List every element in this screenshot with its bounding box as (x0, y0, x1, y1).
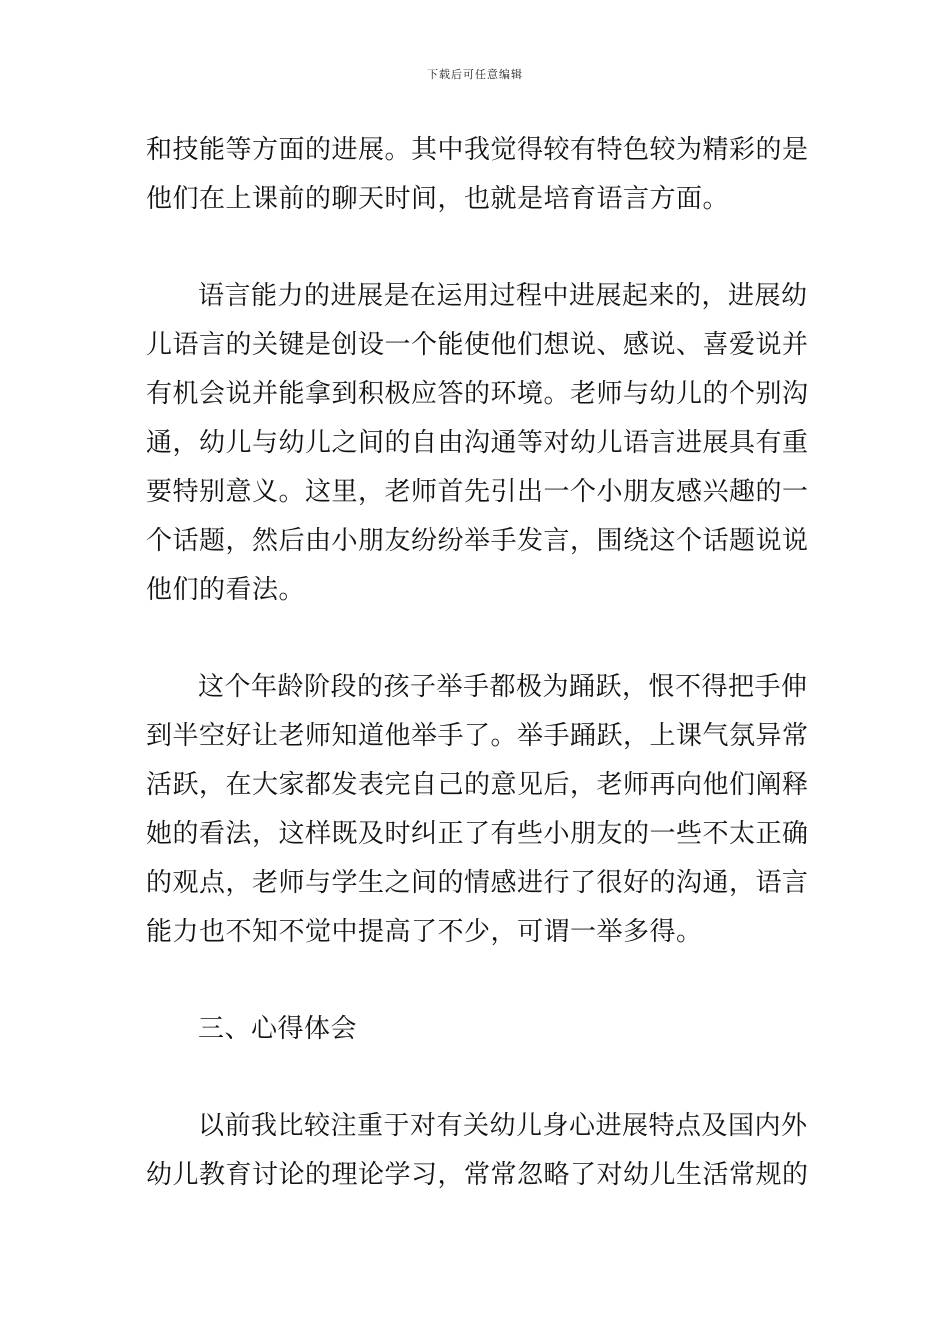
text-line: 通，幼儿与幼儿之间的自由沟通等对幼儿语言进展具有重 (146, 428, 809, 458)
document-body (146, 126, 816, 1200)
text-line: 他们的看法。 (146, 575, 306, 605)
text-line: 这个年龄阶段的孩子举手都极为踊跃，恨不得把手伸 (198, 672, 808, 702)
text-line: 幼儿教育讨论的理论学习，常常忽略了对幼儿生活常规的 (146, 1160, 809, 1190)
text-line: 能力也不知不觉中提高了不少，可谓一举多得。 (146, 917, 703, 947)
text-line: 她的看法，这样既及时纠正了有些小朋友的一些不太正确 (146, 819, 809, 849)
text-line: 儿语言的关键是创设一个能使他们想说、感说、喜爱说并 (146, 330, 809, 360)
paragraph-gap (146, 1054, 816, 1102)
text-line: 语言能力的进展是在运用过程中进展起来的，进展幼 (198, 281, 808, 311)
text-line: 以前我比较注重于对有关幼儿身心进展特点及国内外 (198, 1111, 808, 1141)
paragraph-2 (146, 272, 816, 615)
text-line: 活跃，在大家都发表完自己的意见后，老师再向他们阐释 (146, 770, 809, 800)
text-line: 到半空好让老师知道他举手了。举手踊跃，上课气氛异常 (146, 721, 809, 751)
text-line: 的观点，老师与学生之间的情感进行了很好的沟通，语言 (146, 868, 809, 898)
paragraph-gap (146, 224, 816, 272)
paragraph-3 (146, 663, 816, 957)
paragraph-1 (146, 126, 816, 224)
paragraph-gap (146, 615, 816, 663)
paragraph-4 (146, 1102, 816, 1200)
text-line: 和技能等方面的进展。其中我觉得较有特色较为精彩的是 (146, 135, 809, 165)
paragraph-gap (146, 957, 816, 1005)
text-line: 他们在上课前的聊天时间，也就是培育语言方面。 (146, 184, 730, 214)
text-line: 个话题，然后由小朋友纷纷举手发言，围绕这个话题说说 (146, 526, 809, 556)
page-header-note: 下载后可任意编辑 (427, 68, 523, 81)
text-line: 有机会说并能拿到积极应答的环境。老师与幼儿的个别沟 (146, 379, 809, 409)
section-heading: 三、心得体会 (198, 1014, 358, 1044)
text-line: 要特别意义。这里，老师首先引出一个小朋友感兴趣的一 (146, 477, 809, 507)
